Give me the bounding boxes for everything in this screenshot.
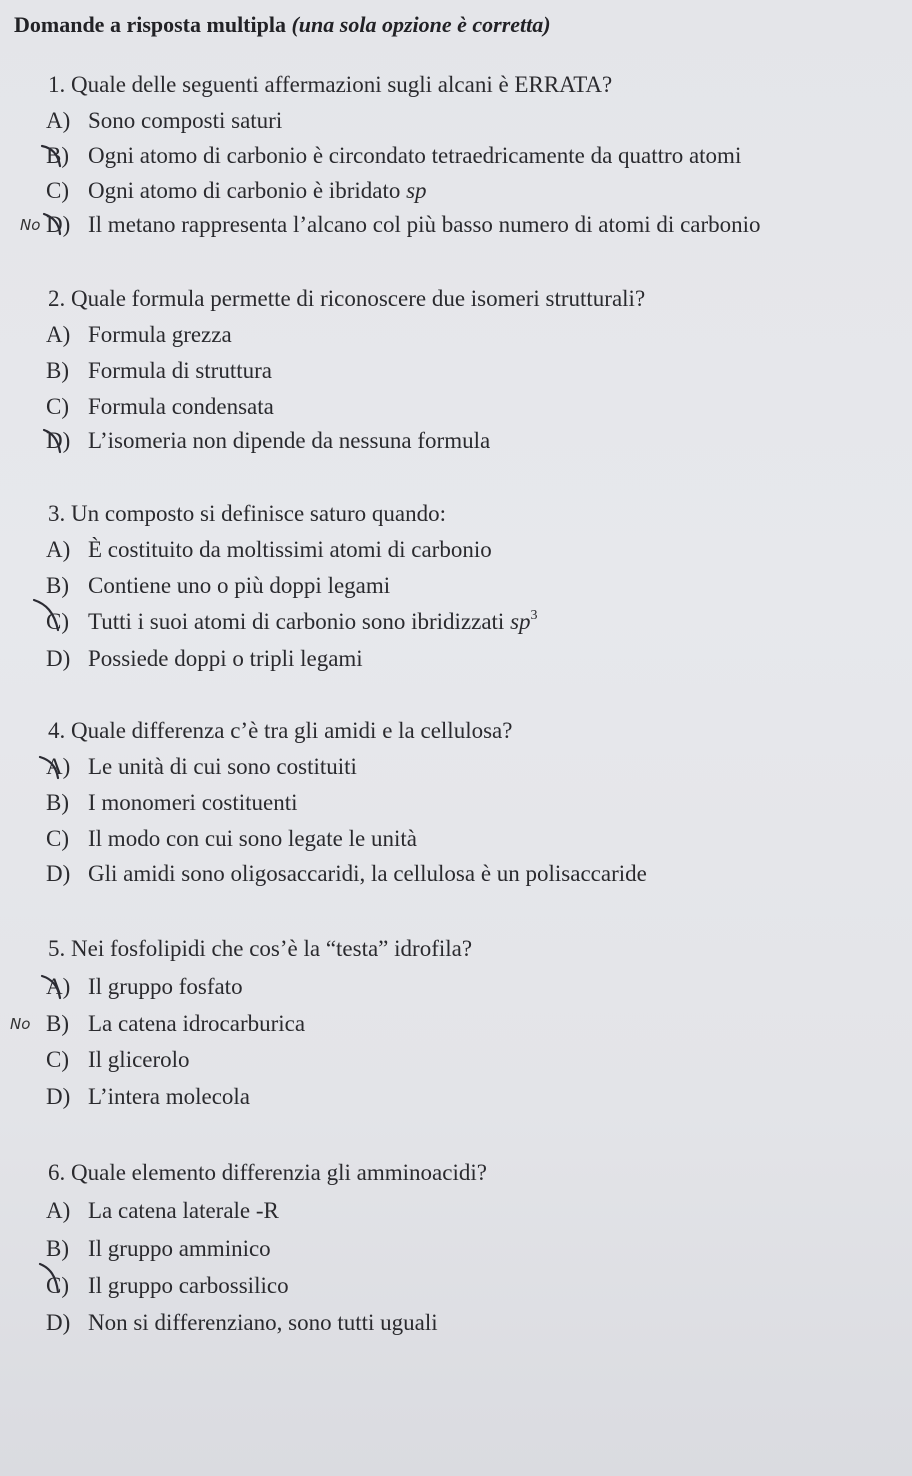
q5-option-c[interactable]: C) Il glicerolo <box>46 1047 190 1072</box>
page-title <box>14 12 551 38</box>
q2-option-b[interactable]: B) Formula di struttura <box>46 358 272 383</box>
question-3: 3. Un composto si definisce saturo quando: <box>48 501 446 526</box>
q2-option-d[interactable]: D) L’isomeria non dipende da nessuna formula <box>46 428 491 453</box>
q6-option-c[interactable]: C) Il gruppo carbossilico <box>46 1273 289 1298</box>
q1-option-b[interactable]: B) Ogni atomo di carbonio è circondato tetraedricamente da quattro atomi <box>46 143 742 168</box>
q1-option-d[interactable]: D) Il metano rappresenta l’alcano col più basso numero di atomi di carbonio <box>46 212 761 237</box>
q2-option-c[interactable]: C) Formula condensata <box>46 394 274 419</box>
handwritten-note-q1: No <box>20 216 41 234</box>
question-4: 4. Quale differenza c’è tra gli amidi e la cellulosa? <box>48 718 513 743</box>
q1-option-c[interactable]: C) Ogni atomo di carbonio è ibridato sp <box>46 178 427 203</box>
question-6: 6. Quale elemento differenzia gli amminoacidi? <box>48 1160 487 1185</box>
question-2: 2. Quale formula permette di riconoscere due isomeri strutturali? <box>48 286 646 311</box>
q1-option-a[interactable]: A) Sono composti saturi <box>46 108 283 133</box>
q4-option-a[interactable]: A) Le unità di cui sono costituiti <box>46 754 357 779</box>
q6-option-b[interactable]: B) Il gruppo amminico <box>46 1236 271 1261</box>
q4-option-d[interactable]: D) Gli amidi sono oligosaccaridi, la cellulosa è un polisaccaride <box>46 861 647 886</box>
q2-option-a[interactable]: A) Formula grezza <box>46 322 232 347</box>
q6-option-a[interactable]: A) La catena laterale -R <box>46 1198 279 1223</box>
q5-option-d[interactable]: D) L’intera molecola <box>46 1084 250 1109</box>
title-main: Domande a risposta multipla <box>14 12 286 37</box>
q3-option-c[interactable]: C) Tutti i suoi atomi di carbonio sono ibridizzati $sp^3$ <box>46 608 538 634</box>
q6-option-d[interactable]: D) Non si differenziano, sono tutti uguali <box>46 1310 438 1335</box>
question-1: 1. Quale delle seguenti affermazioni sugli alcani è ERRATA? <box>48 72 613 97</box>
q5-option-a[interactable]: A) Il gruppo fosfato <box>46 974 243 999</box>
q5-option-b[interactable]: B) La catena idrocarburica <box>46 1011 306 1036</box>
q3-option-b[interactable]: B) Contiene uno o più doppi legami <box>46 573 391 598</box>
q4-option-c[interactable]: C) Il modo con cui sono legate le unità <box>46 826 417 851</box>
title-subtitle: (una sola opzione è corretta) <box>291 12 551 37</box>
q3-option-a[interactable]: A) È costituito da moltissimi atomi di carbonio <box>46 537 492 562</box>
q3-option-d[interactable]: D) Possiede doppi o tripli legami <box>46 646 363 671</box>
q4-option-b[interactable]: B) I monomeri costituenti <box>46 790 298 815</box>
question-5: 5. Nei fosfolipidi che cos’è la “testa” idrofila? <box>48 936 473 961</box>
handwritten-note-q5: No <box>10 1015 31 1033</box>
